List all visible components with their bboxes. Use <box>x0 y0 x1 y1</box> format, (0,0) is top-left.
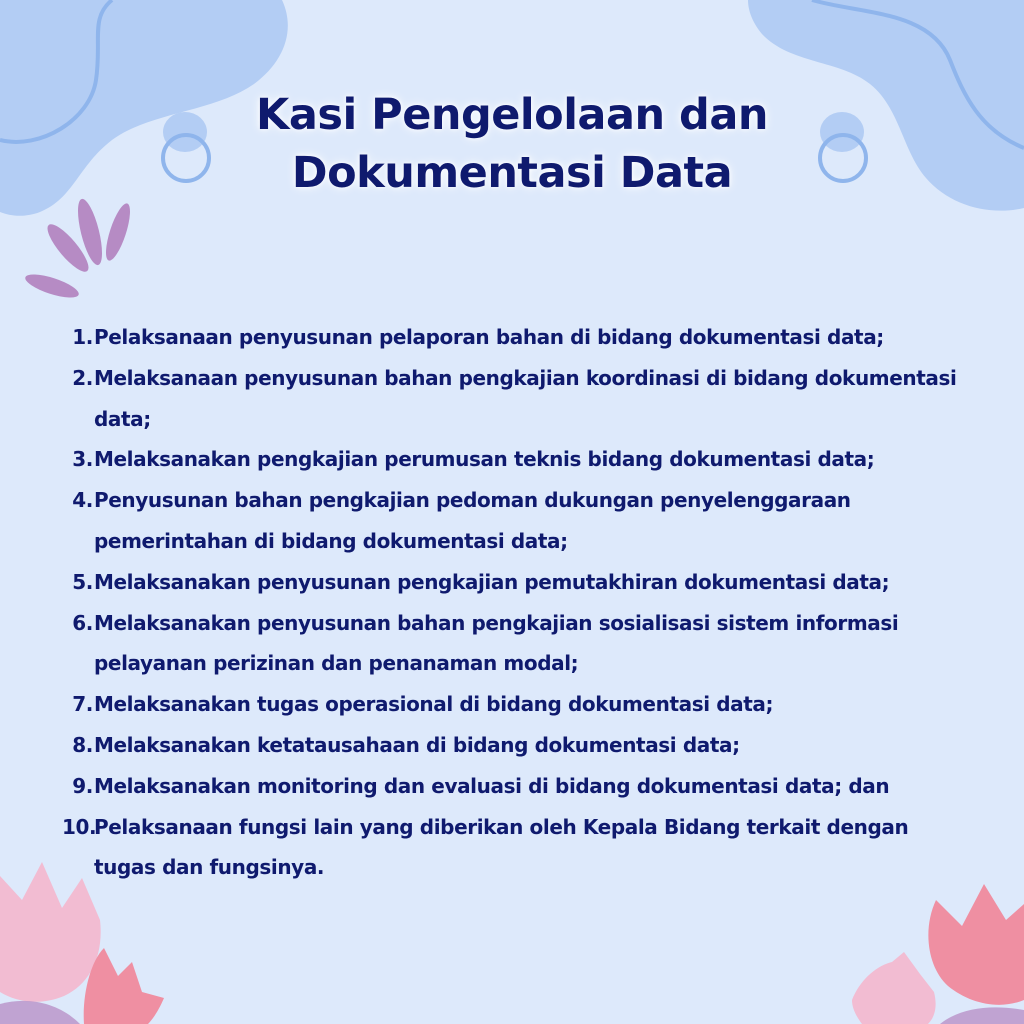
item-number: 6. <box>72 610 93 635</box>
list-item <box>62 766 962 807</box>
title-line-2: Dokumentasi Data <box>291 148 733 198</box>
list-item <box>62 439 962 480</box>
list-item <box>62 725 962 766</box>
list-item <box>62 317 962 358</box>
title-line-1: Kasi Pengelolaan dan <box>256 90 768 140</box>
petals-left <box>23 197 135 302</box>
item-text: Penyusunan bahan pengkajian pedoman dukungan penyelenggaraan pemerintahan di bidang dokumentasi data; <box>94 488 851 553</box>
item-number: 2. <box>72 365 93 390</box>
flower-bottom-right <box>852 884 1024 1024</box>
list-item <box>62 358 962 440</box>
item-text: Melaksanakan penyusunan pengkajian pemutakhiran dokumentasi data; <box>94 569 890 594</box>
item-number: 9. <box>72 773 93 798</box>
item-number: 7. <box>72 692 93 717</box>
item-number: 4. <box>72 488 93 513</box>
list-item <box>62 807 962 889</box>
item-text: Melaksanakan ketatausahaan di bidang dokumentasi data; <box>94 732 740 757</box>
item-text: Pelaksanaan fungsi lain yang diberikan oleh Kepala Bidang terkait dengan tugas dan fungsinya. <box>94 814 909 880</box>
item-text: Melaksanakan tugas operasional di bidang dokumentasi data; <box>94 692 774 717</box>
list-item <box>62 684 962 725</box>
item-text: Pelaksanaan penyusunan pelaporan bahan di bidang dokumentasi data; <box>94 325 884 349</box>
item-number: 8. <box>72 732 93 757</box>
page-title <box>0 86 1024 202</box>
list-item <box>62 562 962 603</box>
item-text: Melaksanakan pengkajian perumusan teknis bidang dokumentasi data; <box>94 447 875 472</box>
item-text: Melaksanaan penyusunan bahan pengkajian koordinasi di bidang dokumentasi data; <box>94 365 957 431</box>
item-number: 3. <box>72 447 93 472</box>
item-number: 5. <box>72 569 93 594</box>
list-item <box>62 603 962 685</box>
item-number: 1. <box>72 325 93 349</box>
item-text: Melaksanakan penyusunan bahan pengkajian sosialisasi sistem informasi pelayanan perizinan dan penanaman modal; <box>94 610 899 676</box>
item-text: Melaksanakan monitoring dan evaluasi di bidang dokumentasi data; dan <box>94 773 890 798</box>
list-item <box>62 480 962 562</box>
item-number: 10. <box>62 814 97 839</box>
duties-list <box>62 317 962 888</box>
